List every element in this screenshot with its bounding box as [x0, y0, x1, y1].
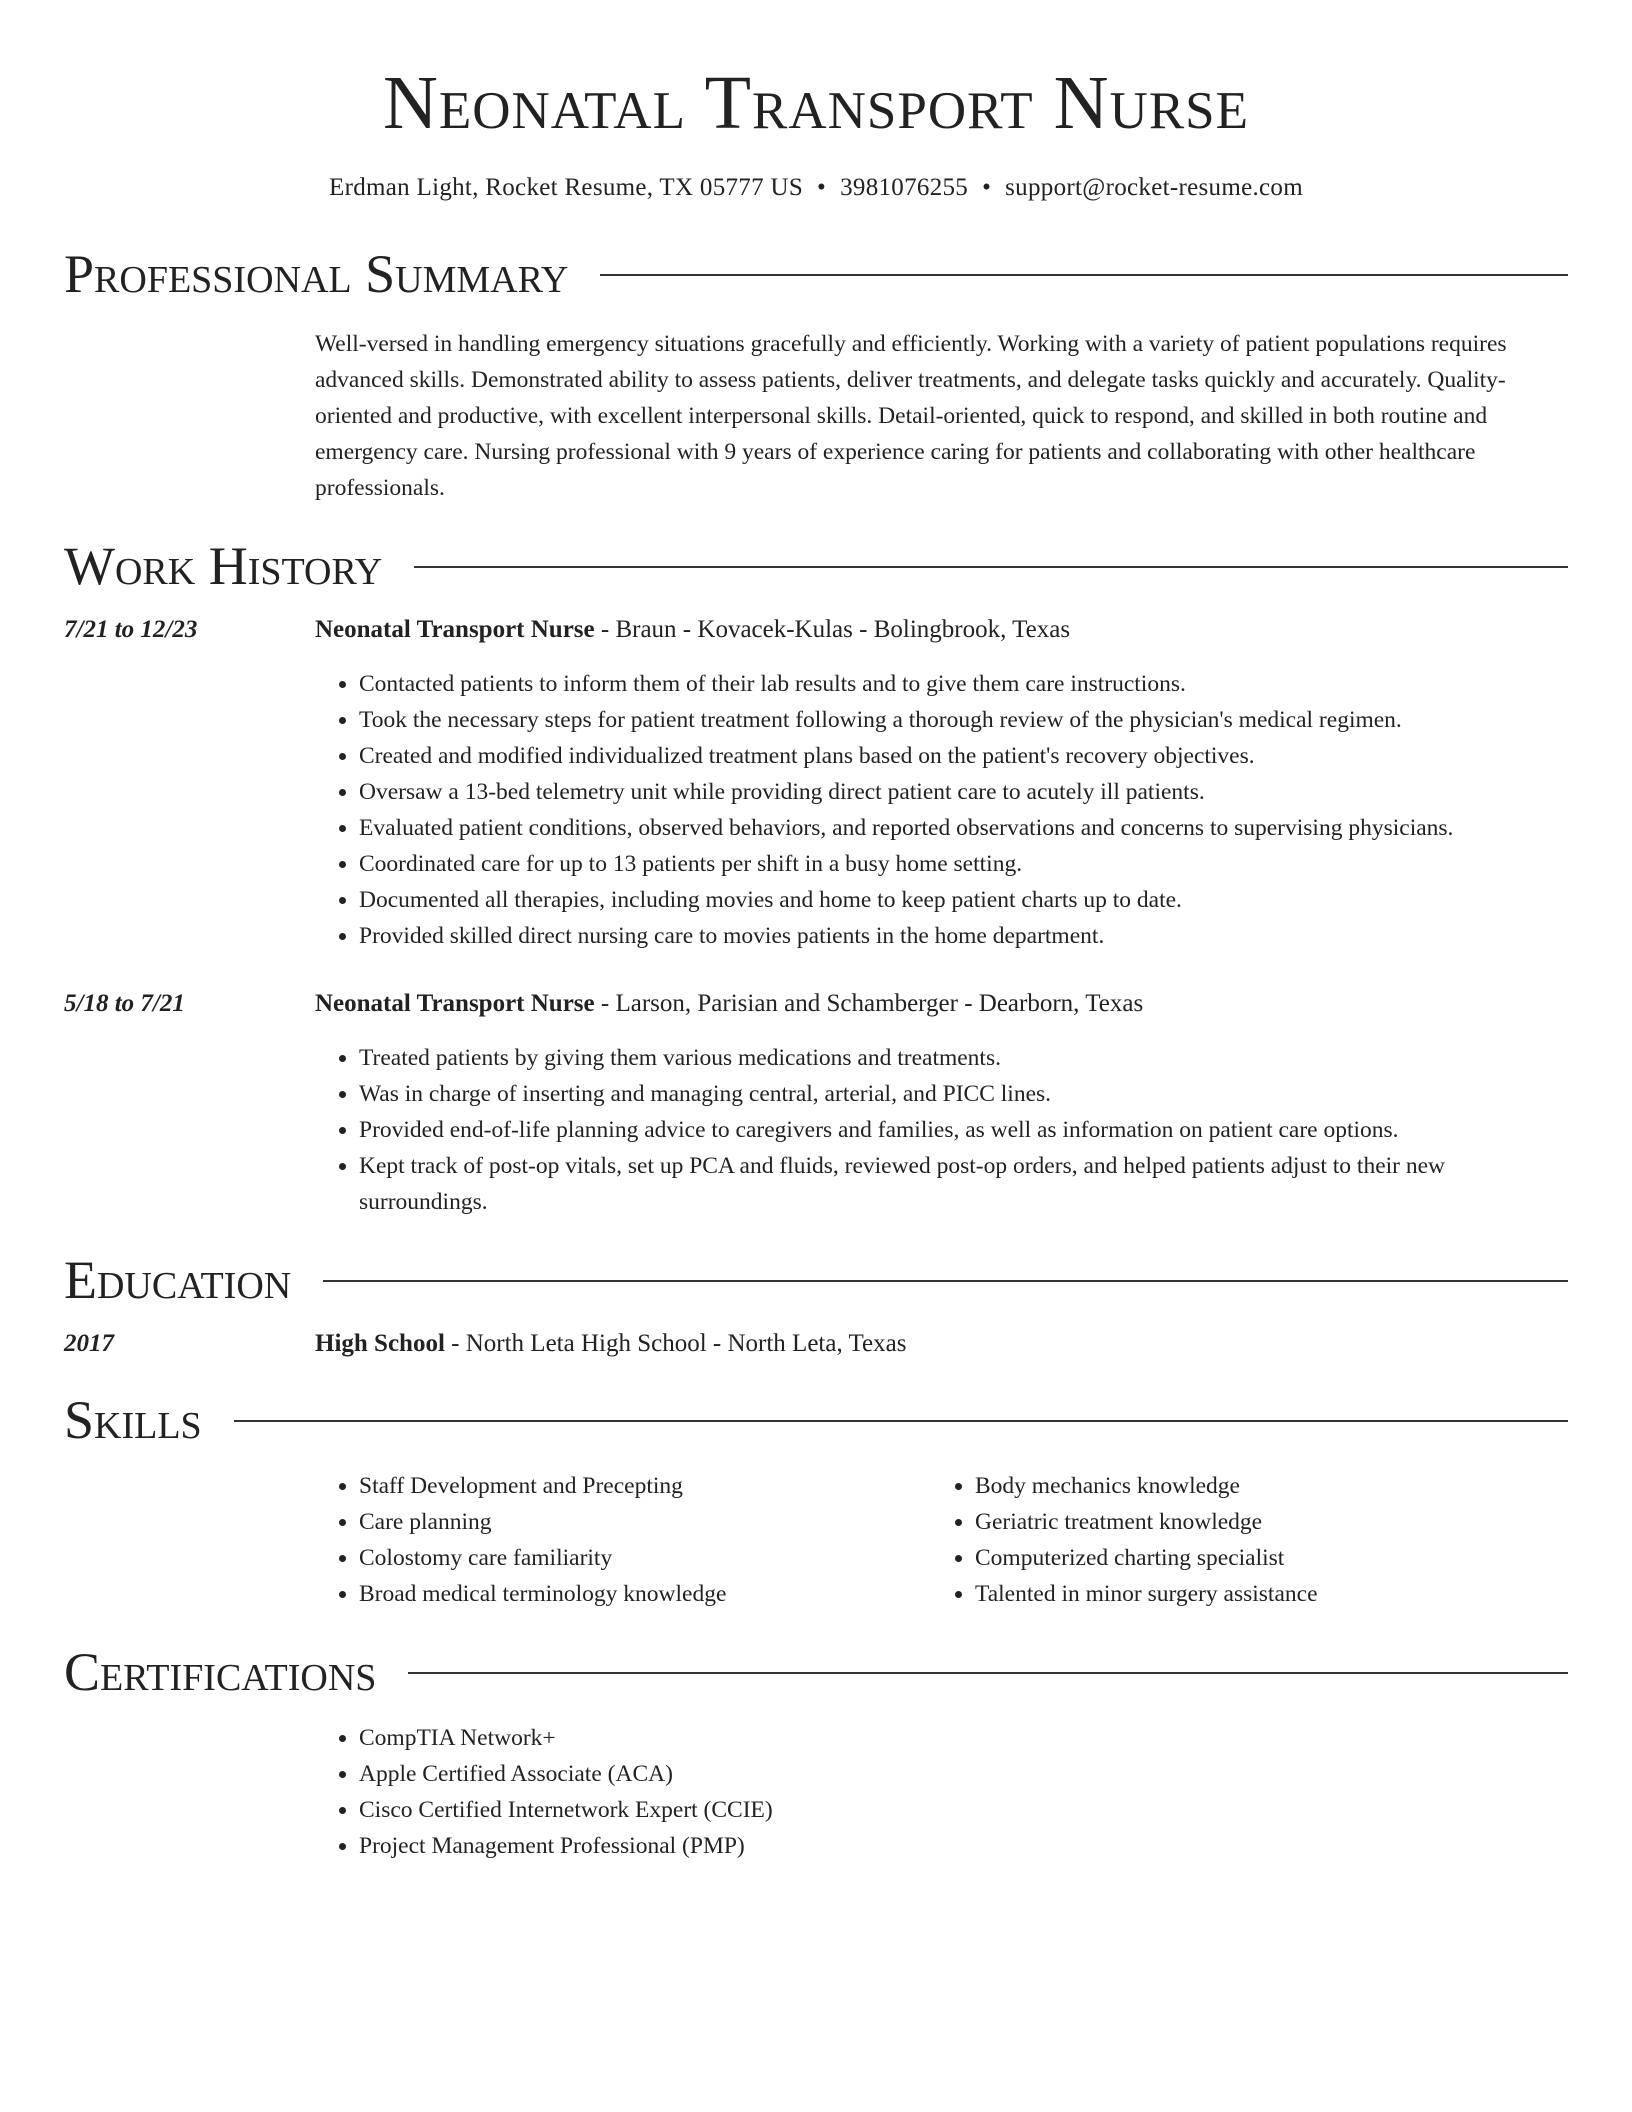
education-degree: High School — [315, 1330, 445, 1357]
section-divider — [408, 1672, 1568, 1674]
job-dates: 7/21 to 12/23 — [64, 616, 198, 643]
contact-line — [64, 172, 1568, 204]
section-divider — [600, 274, 1568, 276]
list-item: • Oversaw a 13-bed telemetry unit while providing direct patient care to acutely ill patients. — [359, 774, 1568, 810]
job-employer: - Braun - Kovacek-Kulas - Bolingbrook, Texas — [594, 616, 1071, 643]
certifications-section-header — [64, 1642, 1568, 1702]
certifications-row — [64, 1702, 1568, 1864]
list-item: • Geriatric treatment knowledge — [975, 1504, 1547, 1540]
list-item: • Created and modified individualized treatment plans based on the patient's recovery objectives. — [359, 738, 1568, 774]
list-item: • Provided skilled direct nursing care to movies patients in the home department. — [359, 918, 1568, 954]
section-title: Work History — [64, 536, 383, 596]
contact-address: Erdman Light, Rocket Resume, TX 05777 US — [329, 174, 804, 201]
list-item: • CompTIA Network+ — [359, 1720, 1568, 1756]
section-title: Professional Summary — [64, 244, 569, 304]
separator-dot: • — [817, 174, 827, 201]
skills-section-header — [64, 1390, 1568, 1450]
resume-page — [64, 0, 1568, 1864]
education-line — [315, 1326, 1568, 1362]
section-title: Certifications — [64, 1642, 377, 1702]
list-item: • Evaluated patient conditions, observed behaviors, and reported observations and concerns to supervising physicians. — [359, 810, 1568, 846]
summary-spacer — [64, 326, 315, 506]
list-item: • Coordinated care for up to 13 patients per shift in a busy home setting. — [359, 846, 1568, 882]
list-item: • Cisco Certified Internetwork Expert (CCIE) — [359, 1792, 1568, 1828]
list-item: • Body mechanics knowledge — [975, 1468, 1547, 1504]
list-item: • Staff Development and Precepting — [359, 1468, 931, 1504]
certifications-body — [315, 1702, 1568, 1864]
job-body — [315, 986, 1568, 1220]
education-year: 2017 — [64, 1330, 114, 1357]
job-title-line — [315, 986, 1568, 1022]
section-divider — [414, 566, 1568, 568]
list-item: • Contacted patients to inform them of their lab results and to give them care instructions. — [359, 666, 1568, 702]
list-item: • Colostomy care familiarity — [359, 1540, 931, 1576]
contact-email: support@rocket-resume.com — [1005, 174, 1303, 201]
work-section-header — [64, 536, 1568, 596]
list-item: • Documented all therapies, including movies and home to keep patient charts up to date. — [359, 882, 1568, 918]
skills-list-right — [931, 1468, 1547, 1612]
list-item: • Care planning — [359, 1504, 931, 1540]
section-title: Education — [64, 1250, 292, 1310]
skills-columns — [315, 1450, 1568, 1612]
list-item: • Broad medical terminology knowledge — [359, 1576, 931, 1612]
education-school: - North Leta High School - North Leta, Texas — [444, 1330, 907, 1357]
list-item: • Kept track of post-op vitals, set up PCA and fluids, reviewed post-op orders, and helped patients adjust to their new surroundings. — [359, 1148, 1568, 1220]
resume-name: Neonatal Transport Nurse — [382, 61, 1250, 145]
job-employer: - Larson, Parisian and Schamberger - Dearborn, Texas — [594, 990, 1144, 1017]
list-item: • Was in charge of inserting and managing central, arterial, and PICC lines. — [359, 1076, 1568, 1112]
job-entry — [64, 612, 1568, 954]
list-item: • Computerized charting specialist — [975, 1540, 1547, 1576]
certifications-spacer — [64, 1702, 315, 1864]
summary-row — [64, 326, 1568, 506]
skills-row — [64, 1450, 1568, 1612]
education-body — [315, 1326, 1568, 1362]
section-title: Skills — [64, 1390, 202, 1450]
job-title: Neonatal Transport Nurse — [315, 990, 595, 1017]
summary-text: Well-versed in handling emergency situations gracefully and efficiently. Working with a variety of patient populations requires advanced skills. Demonstrated ability to assess patients, deliver treatments, and delegate tasks quickly and accurately. Quality-oriented and productive, with excellent interpersonal skills. Detail-oriented, quick to respond, and skilled in both routine and emergency care. Nursing professional with 9 years of experience caring for patients and collaborating with other healthcare professionals. — [315, 331, 1507, 501]
job-entry — [64, 986, 1568, 1220]
job-dates: 5/18 to 7/21 — [64, 990, 185, 1017]
job-bullets — [315, 1040, 1568, 1220]
job-body — [315, 612, 1568, 954]
education-section-header — [64, 1250, 1568, 1310]
list-item: • Talented in minor surgery assistance — [975, 1576, 1547, 1612]
education-entry — [64, 1326, 1568, 1362]
list-item: • Apple Certified Associate (ACA) — [359, 1756, 1568, 1792]
list-item: • Project Management Professional (PMP) — [359, 1828, 1568, 1864]
job-bullets — [315, 666, 1568, 954]
list-item: • Provided end-of-life planning advice to caregivers and families, as well as information on patient care options. — [359, 1112, 1568, 1148]
job-title-line — [315, 612, 1568, 648]
section-divider — [234, 1420, 1568, 1422]
job-title: Neonatal Transport Nurse — [315, 616, 595, 643]
section-divider — [323, 1280, 1568, 1282]
list-item: • Treated patients by giving them various medications and treatments. — [359, 1040, 1568, 1076]
separator-dot: • — [982, 174, 992, 201]
skills-list-left — [315, 1468, 931, 1612]
skills-spacer — [64, 1450, 315, 1612]
certifications-list — [315, 1720, 1568, 1864]
contact-phone: 3981076255 — [840, 174, 969, 201]
summary-section-header — [64, 244, 1568, 304]
list-item: • Took the necessary steps for patient treatment following a thorough review of the physician's medical regimen. — [359, 702, 1568, 738]
